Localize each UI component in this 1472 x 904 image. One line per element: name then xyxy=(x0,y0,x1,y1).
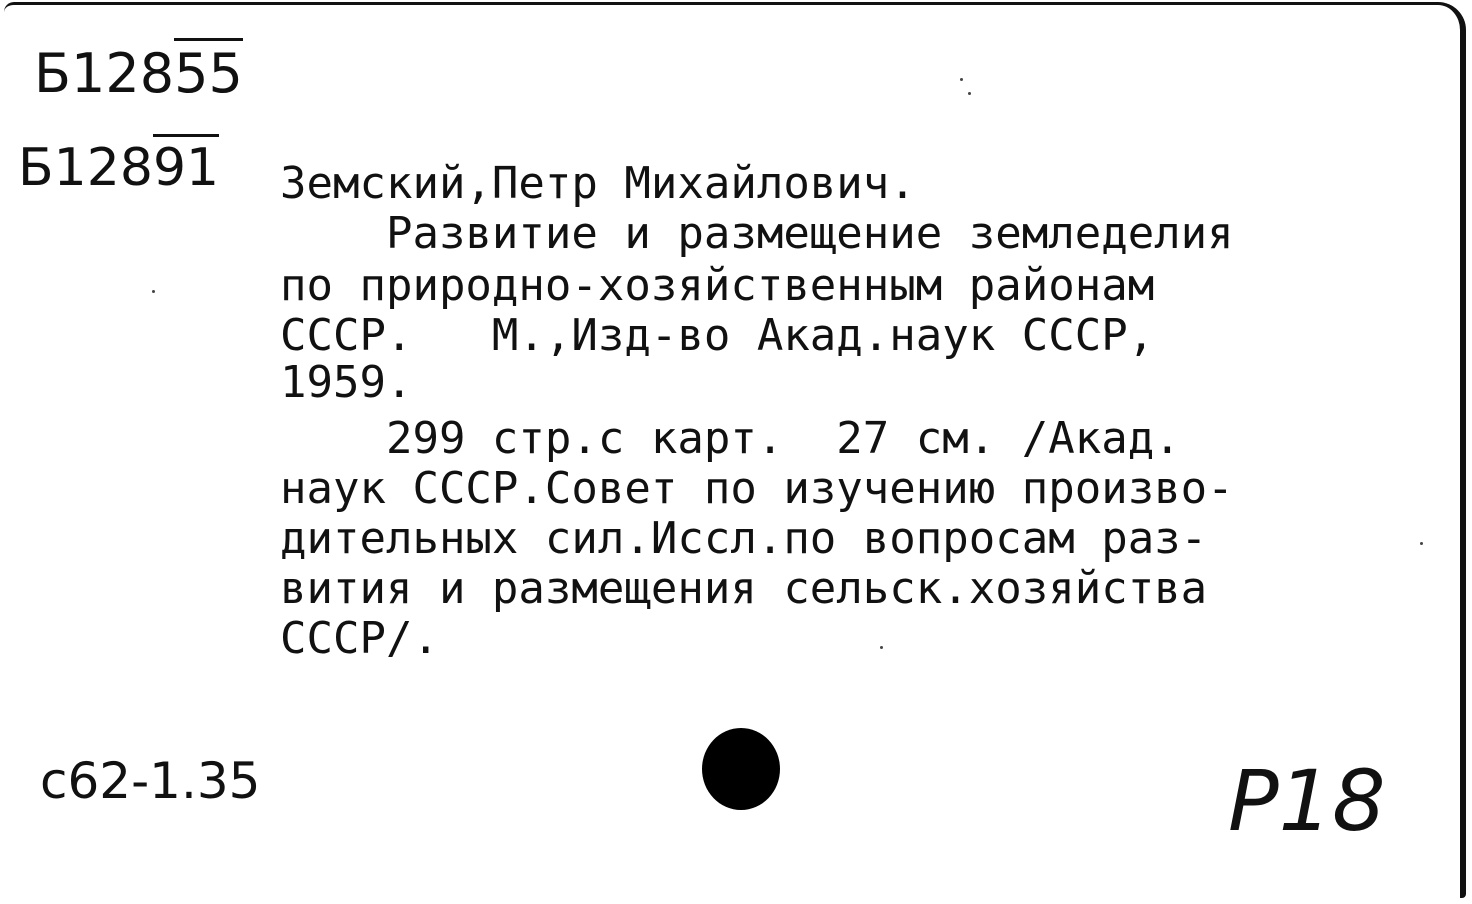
scan-speck xyxy=(960,78,963,81)
record-imprint: СССР. М.,Изд-во Акад.наук СССР, xyxy=(280,310,1155,361)
shelfmark-1-suffix: 55 xyxy=(174,38,243,105)
shelfmark-2-prefix: Б128 xyxy=(18,138,153,198)
record-series-line: дительных сил.Иссл.по вопросам раз- xyxy=(280,513,1208,564)
catalog-code: с62-1.35 xyxy=(40,752,261,810)
scan-speck xyxy=(968,92,971,95)
shelfmark-1 xyxy=(34,42,243,105)
record-year: 1959. xyxy=(280,357,413,408)
record-collation: 299 стр.с карт. 27 см. /Акад. xyxy=(280,413,1181,464)
shelfmark-2-suffix: 91 xyxy=(153,134,219,198)
record-series-line: вития и размещения сельск.хозяйства xyxy=(280,563,1208,614)
record-title-line: Развитие и размещение земледелия xyxy=(280,208,1234,259)
shelfmark-1-prefix: Б128 xyxy=(34,42,175,105)
scan-speck xyxy=(152,290,155,293)
card-number: Р18 xyxy=(1228,752,1386,850)
record-series-line: СССР/. xyxy=(280,613,439,664)
record-author: Земский,Петр Михайлович. xyxy=(280,158,916,209)
scan-speck xyxy=(1420,542,1423,545)
shelfmark-2 xyxy=(18,138,219,198)
scan-speck xyxy=(880,646,883,649)
punch-hole xyxy=(702,728,780,810)
record-title-line: по природно-хозяйственным районам xyxy=(280,260,1155,311)
record-series-line: наук СССР.Совет по изучению произво- xyxy=(280,463,1234,514)
